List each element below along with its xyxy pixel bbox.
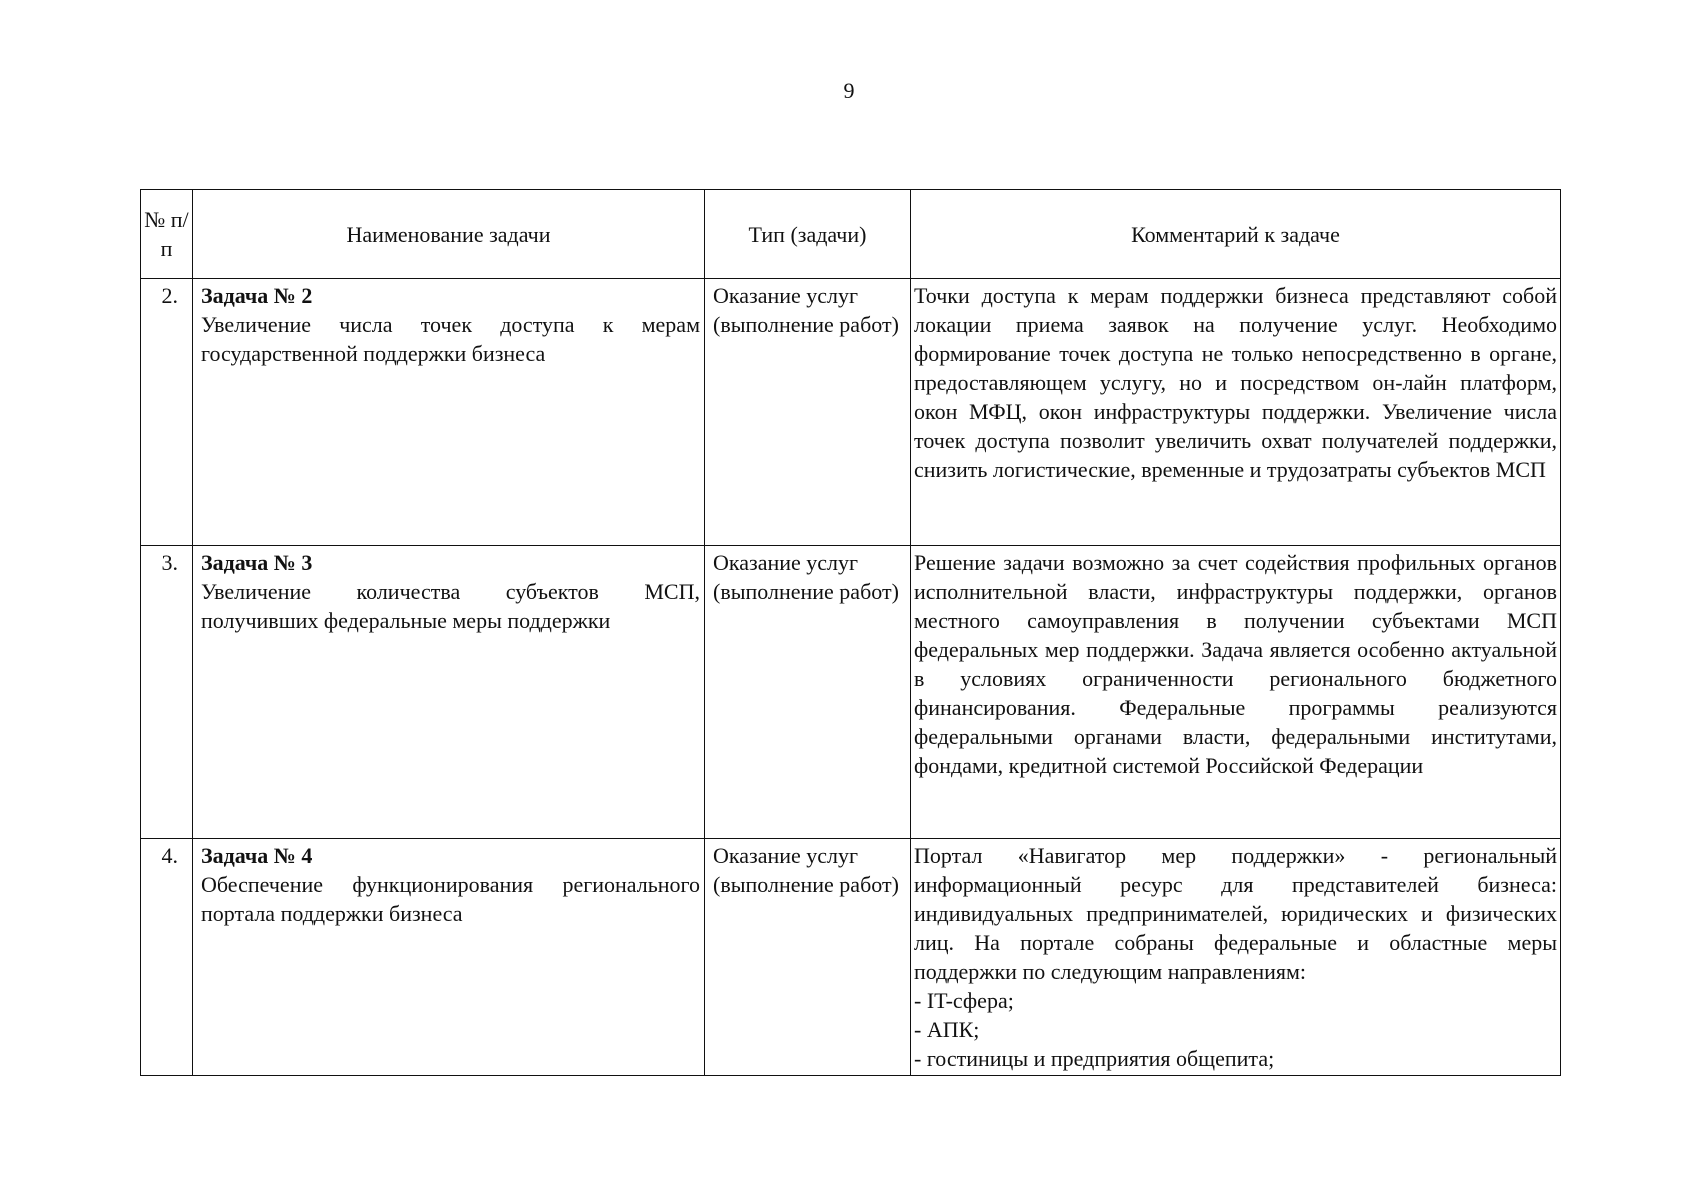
task-comment: Решение задачи возможно за счет содействия профильных органов исполнительной власти, инфраструктуры поддержки, органов местного самоуправления в получении субъектами МСП федеральных мер поддержки. Задача является особенно актуальной в условиях ограниченности регионального бюджетного финансирования. Федеральные программы реализуются федеральными органами власти, федеральными институтами, фондами, кредитной системой Российской Федерации (914, 550, 1557, 778)
task-comment-cell (911, 546, 1561, 839)
table-row (141, 279, 1561, 546)
header-type: Тип (задачи) (705, 190, 911, 279)
task-name-cell (193, 839, 705, 1076)
header-comment: Комментарий к задаче (911, 190, 1561, 279)
header-num: № п/п (141, 190, 193, 279)
tasks-table (140, 189, 1561, 1076)
row-number: 3. (141, 546, 193, 839)
task-type: Оказание услуг (выполнение работ) (705, 279, 911, 546)
task-comment-cell (911, 279, 1561, 546)
task-name-cell (193, 279, 705, 546)
task-description: Увеличение количества субъектов МСП, получивших федеральные меры поддержки (201, 579, 700, 633)
comment-list-item: - IT-сфера; (914, 988, 1014, 1013)
task-type: Оказание услуг (выполнение работ) (705, 839, 911, 1076)
task-comment: Портал «Навигатор мер поддержки» - региональный информационный ресурс для представителей бизнеса: индивидуальных предпринимателей, юридических и физических лиц. На портале собраны федеральные и областные меры поддержки по следующим направлениям: (914, 843, 1557, 984)
comment-list-item: - гостиницы и предприятия общепита; (914, 1046, 1275, 1071)
comment-list-item: - АПК; (914, 1017, 980, 1042)
table-header-row (141, 190, 1561, 279)
task-title: Задача № 4 (201, 843, 313, 868)
task-comment: Точки доступа к мерам поддержки бизнеса представляют собой локации приема заявок на получение услуг. Необходимо формирование точек доступа не только непосредственно в органе, предоставляющем услугу, но и посредством он-лайн платформ, окон МФЦ, окон инфраструктуры поддержки. Увеличение числа точек доступа позволит увеличить охват получателей поддержки, снизить логистические, временные и трудозатраты субъектов МСП (914, 283, 1557, 482)
task-title: Задача № 3 (201, 550, 313, 575)
task-name-cell (193, 546, 705, 839)
table-row (141, 546, 1561, 839)
task-description: Обеспечение функционирования регионального портала поддержки бизнеса (201, 872, 700, 926)
task-type: Оказание услуг (выполнение работ) (705, 546, 911, 839)
page-number: 9 (843, 78, 855, 103)
task-title: Задача № 2 (201, 283, 313, 308)
task-comment-cell (911, 839, 1561, 1076)
row-number: 2. (141, 279, 193, 546)
header-name: Наименование задачи (193, 190, 705, 279)
table-row (141, 839, 1561, 1076)
task-description: Увеличение числа точек доступа к мерам государственной поддержки бизнеса (201, 312, 700, 366)
row-number: 4. (141, 839, 193, 1076)
